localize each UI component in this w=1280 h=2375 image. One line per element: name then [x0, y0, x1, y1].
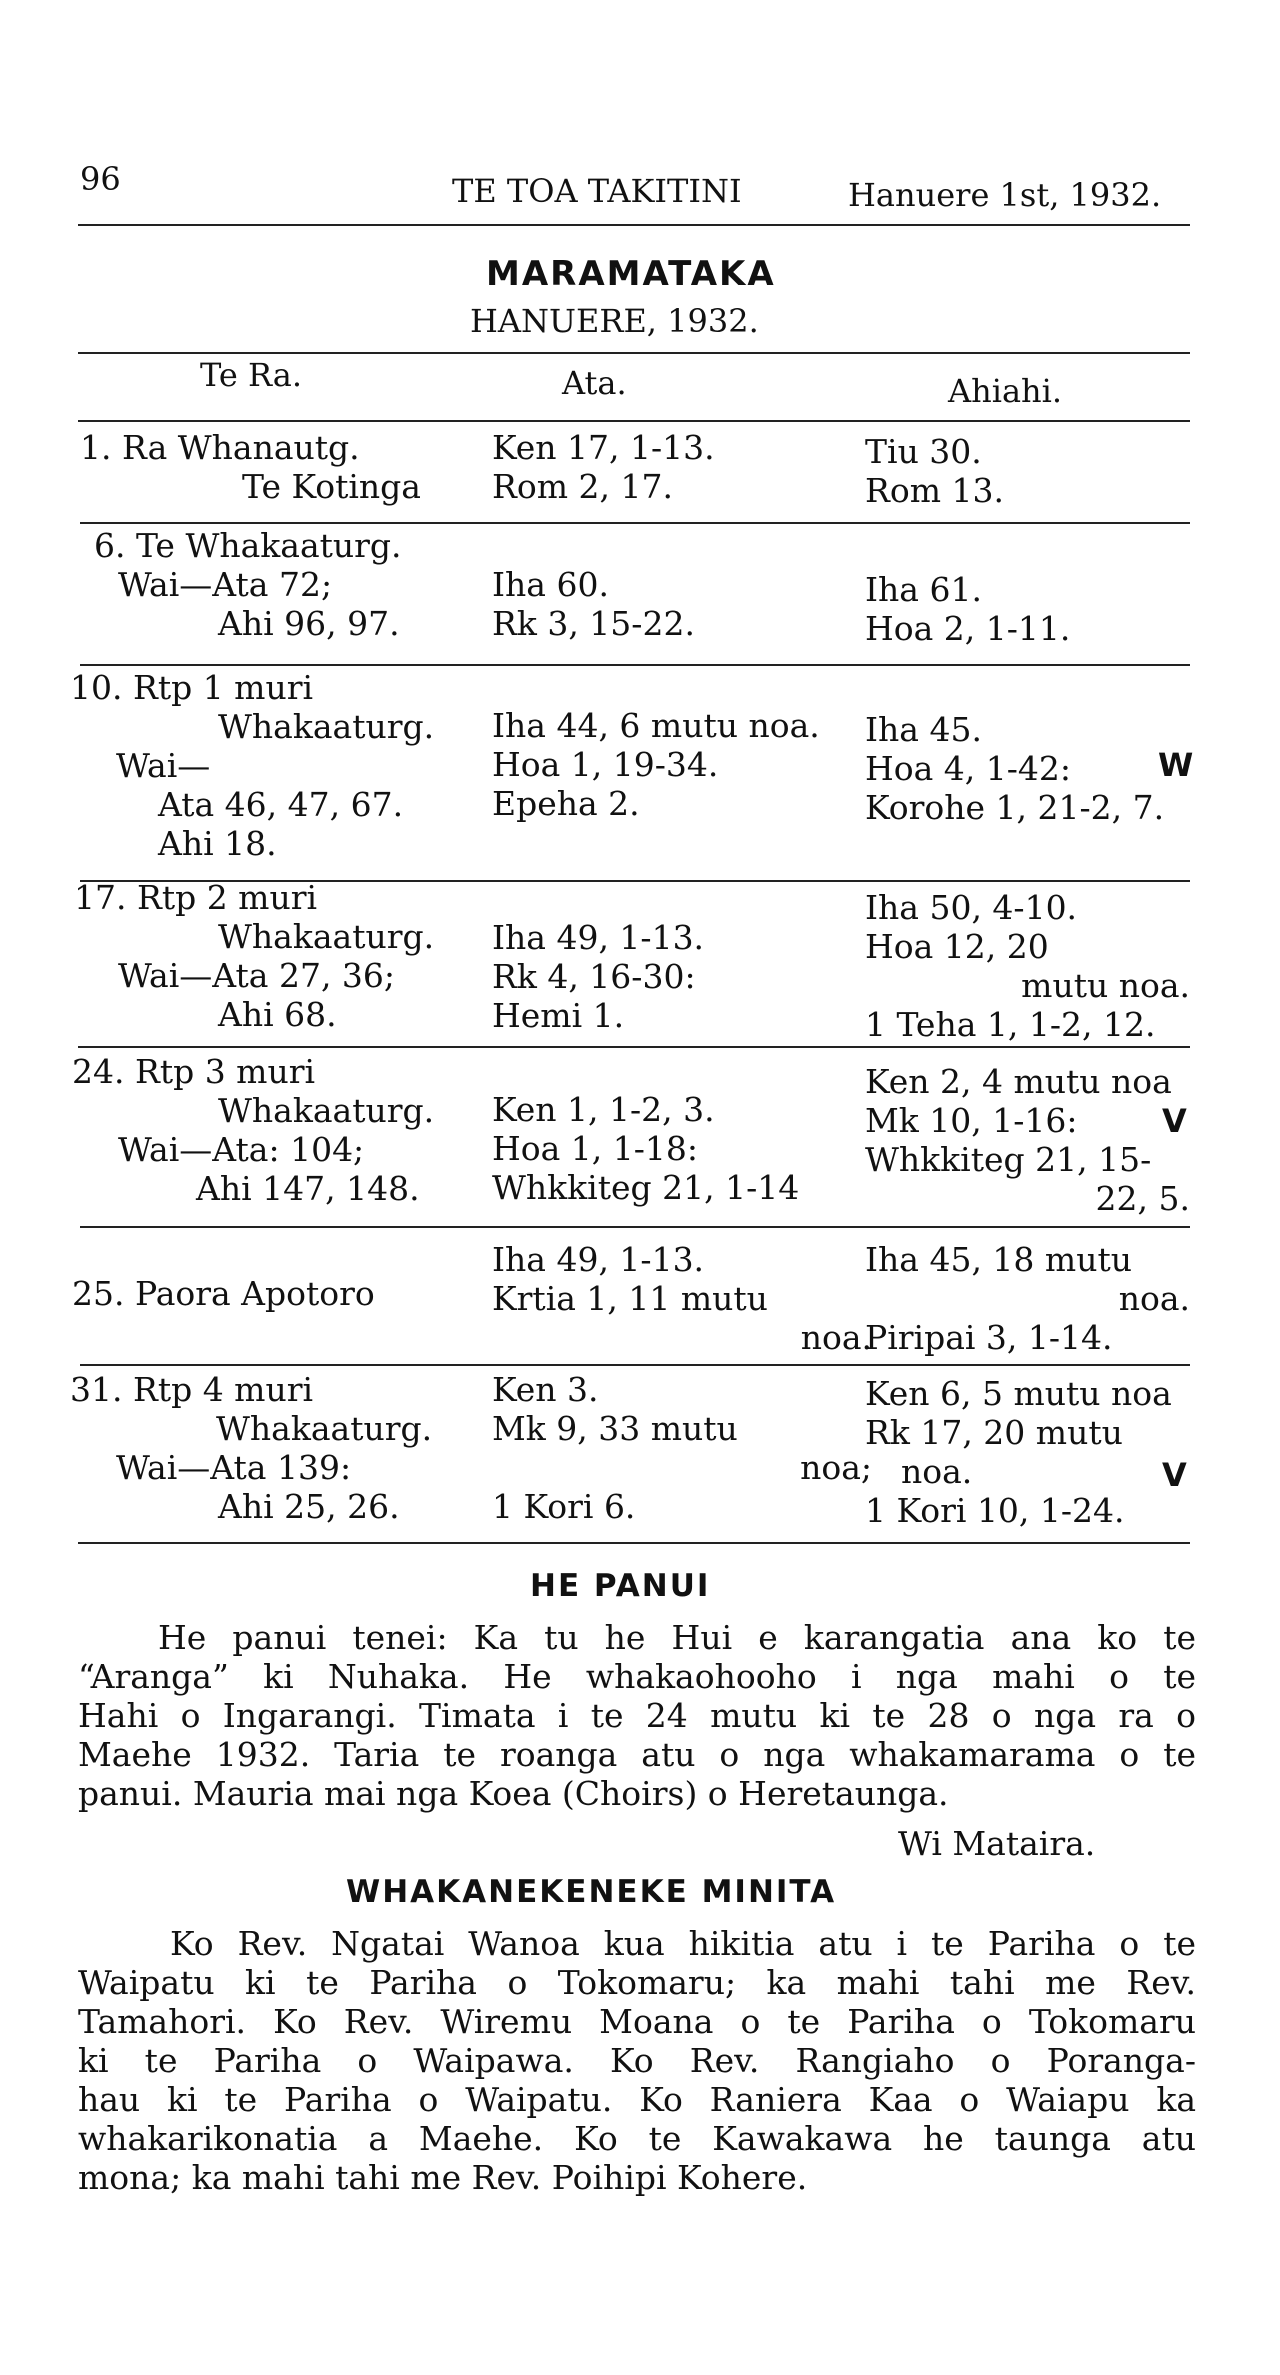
ahiahi-line: 1 Teha 1, 1-2, 12.: [865, 1005, 1156, 1044]
ata-cell: [492, 918, 912, 1035]
ata-line: Hoa 1, 19-34.: [492, 745, 719, 784]
panui-line: Maehe 1932. Taria te roanga atu o nga whakamarama o te: [78, 1735, 1196, 1774]
day-line: 17. Rtp 2 muri: [74, 878, 318, 917]
column-heading-ata: Ata.: [562, 364, 627, 402]
panui-line: “Aranga” ki Nuhaka. He whakaohooho i nga mahi o te: [78, 1657, 1196, 1696]
day-line: 6. Te Whakaaturg.: [94, 526, 402, 565]
table-row: [72, 1052, 1190, 1222]
day-line: Whakaaturg.: [218, 1091, 435, 1130]
panui-heading: HE PANUI: [530, 1568, 711, 1604]
ata-line: Rk 3, 15-22.: [492, 604, 695, 643]
issue-date: Hanuere 1st, 1932.: [848, 176, 1162, 214]
table-row: [72, 1232, 1190, 1362]
ata-line: Hemi 1.: [492, 996, 625, 1035]
day-cell: [80, 428, 480, 506]
ahiahi-line: noa.: [1118, 1279, 1190, 1318]
ahiahi-line: Rom 13.: [865, 471, 1004, 510]
ahiahi-line: 22, 5.: [1095, 1179, 1190, 1218]
ata-cell: [492, 565, 912, 643]
ata-line: Rk 4, 16-30:: [492, 957, 696, 996]
ahiahi-cell: [865, 432, 1185, 510]
day-line: Ahi 96, 97.: [218, 604, 400, 643]
page-number: 96: [80, 160, 121, 198]
whakanekeneke-line: Tamahori. Ko Rev. Wiremu Moana o te Pariha o Tokomaru: [78, 2002, 1196, 2041]
ahiahi-line: Iha 50, 4-10.: [865, 888, 1078, 927]
whakanekeneke-line: hau ki te Pariha o Waipatu. Ko Raniera Kaa o Waiapu ka: [78, 2080, 1196, 2119]
table-bottom-rule: [78, 1542, 1190, 1544]
ata-line: Iha 49, 1-13.: [492, 1240, 705, 1279]
ata-line: noa;: [800, 1448, 872, 1487]
panui-line: Hahi o Ingarangi. Timata i te 24 mutu ki te 28 o nga ra o: [78, 1696, 1196, 1735]
ahiahi-line: Ken 2, 4 mutu noa: [865, 1062, 1172, 1101]
panui-line: panui. Mauria mai nga Koea (Choirs) o Heretaunga.: [78, 1774, 949, 1813]
whakanekeneke-line: Ko Rev. Ngatai Wanoa kua hikitia atu i te Pariha o te: [170, 1924, 1196, 1963]
ata-line: noa.: [800, 1318, 872, 1357]
margin-mark: W: [1158, 746, 1194, 784]
whakanekeneke-line: whakarikonatia a Maehe. Ko te Kawakawa he taunga atu: [78, 2119, 1196, 2158]
day-line: Whakaaturg.: [218, 707, 435, 746]
day-line: Ata 46, 47, 67.: [158, 785, 404, 824]
ata-line: Whkkiteg 21, 1-14: [492, 1168, 800, 1207]
row-rule: [80, 1364, 1190, 1366]
whakanekeneke-line: mona; ka mahi tahi me Rev. Poihipi Kohere.: [78, 2158, 808, 2197]
table-top-rule: [78, 352, 1190, 354]
day-line: 24. Rtp 3 muri: [72, 1052, 316, 1091]
ata-line: Iha 60.: [492, 565, 609, 604]
calendar-title: MARAMATAKA: [486, 254, 776, 294]
ata-cell: [492, 1240, 872, 1357]
ata-line: 1 Kori 6.: [492, 1487, 636, 1526]
whakanekeneke-paragraph: [78, 1924, 1196, 2197]
ahiahi-line: noa.: [901, 1452, 973, 1491]
ata-cell: [492, 1370, 872, 1526]
day-line: Ahi 25, 26.: [218, 1487, 400, 1526]
ahiahi-line: Hoa 2, 1-11.: [865, 609, 1071, 648]
calendar-subtitle: HANUERE, 1932.: [470, 302, 759, 340]
row-rule: [80, 664, 1190, 666]
panui-line: He panui tenei: Ka tu he Hui e karangatia ana ko te: [158, 1618, 1196, 1657]
table-row: [74, 878, 1190, 1044]
ahiahi-cell: [865, 570, 1185, 648]
day-line: Wai—Ata 139:: [116, 1448, 352, 1487]
ata-line: Epeha 2.: [492, 784, 640, 823]
column-heading-te-ra: Te Ra.: [200, 356, 303, 394]
day-cell: [70, 668, 480, 863]
ata-line: Krtia 1, 11 mutu: [492, 1279, 768, 1318]
ahiahi-line: 1 Kori 10, 1-24.: [865, 1491, 1125, 1530]
ahiahi-line: Rk 17, 20 mutu: [865, 1413, 1123, 1452]
ahiahi-line: Ken 6, 5 mutu noa: [865, 1374, 1172, 1413]
ahiahi-line: Mk 10, 1-16:: [865, 1101, 1078, 1140]
panui-signature: Wi Mataira.: [898, 1824, 1096, 1863]
ahiahi-line: Iha 61.: [865, 570, 982, 609]
margin-mark: V: [1162, 1102, 1187, 1140]
ata-line: Hoa 1, 1-18:: [492, 1129, 699, 1168]
row-rule: [78, 1046, 1190, 1048]
day-cell: [72, 1052, 482, 1208]
day-line: Wai—: [116, 746, 211, 785]
day-line: Ahi 147, 148.: [196, 1169, 420, 1208]
ahiahi-cell: [865, 1240, 1190, 1357]
header-rule: [78, 224, 1190, 226]
day-cell: [72, 1274, 482, 1313]
day-line: 25. Paora Apotoro: [72, 1274, 375, 1313]
whakanekeneke-heading: WHAKANEKENEKE MINITA: [346, 1874, 837, 1910]
ahiahi-line: Iha 45.: [865, 710, 982, 749]
day-line: Whakaaturg.: [218, 917, 435, 956]
ata-line: Rom 2, 17.: [492, 467, 673, 506]
row-rule: [80, 522, 1190, 524]
ata-line: Ken 17, 1-13.: [492, 428, 715, 467]
ata-line: Ken 3.: [492, 1370, 599, 1409]
ahiahi-line: Hoa 4, 1-42:: [865, 749, 1072, 788]
table-row: [70, 1370, 1190, 1540]
day-line: Te Kotinga: [242, 467, 421, 506]
column-heading-ahiahi: Ahiahi.: [948, 372, 1063, 410]
ahiahi-line: Korohe 1, 21-2, 7.: [865, 788, 1165, 827]
day-line: Ahi 68.: [218, 995, 337, 1034]
day-cell: [74, 878, 484, 1034]
whakanekeneke-line: ki te Pariha o Waipawa. Ko Rev. Rangiaho o Poranga-: [78, 2041, 1196, 2080]
ahiahi-line: Hoa 12, 20: [865, 927, 1049, 966]
ahiahi-line: Whkkiteg 21, 15-: [865, 1140, 1152, 1179]
whakanekeneke-line: Waipatu ki te Pariha o Tokomaru; ka mahi tahi me Rev.: [78, 1963, 1196, 2002]
ahiahi-cell: [865, 888, 1190, 1044]
ata-line: Iha 49, 1-13.: [492, 918, 705, 957]
ata-cell: [492, 1090, 912, 1207]
panui-paragraph: [78, 1618, 1196, 1813]
day-line: 1. Ra Whanautg.: [80, 428, 360, 467]
ahiahi-line: mutu noa.: [1021, 966, 1190, 1005]
day-line: Ahi 18.: [158, 824, 277, 863]
ata-cell: [492, 706, 912, 823]
ahiahi-line: Tiu 30.: [865, 432, 982, 471]
day-line: 10. Rtp 1 muri: [70, 668, 314, 707]
table-row: [80, 428, 1190, 508]
column-heading-rule: [78, 420, 1190, 422]
ata-line: Mk 9, 33 mutu: [492, 1409, 738, 1448]
ata-line: Iha 44, 6 mutu noa.: [492, 706, 820, 745]
day-line: Wai—Ata 72;: [118, 565, 333, 604]
journal-title: TE TOA TAKITINI: [452, 172, 742, 210]
ata-line: Ken 1, 1-2, 3.: [492, 1090, 715, 1129]
ahiahi-cell: [865, 710, 1190, 827]
ahiahi-cell: [865, 1374, 1190, 1530]
day-line: Wai—Ata 27, 36;: [118, 956, 396, 995]
ahiahi-cell: [865, 1062, 1190, 1218]
day-line: 31. Rtp 4 muri: [70, 1370, 314, 1409]
day-line: Wai—Ata: 104;: [118, 1130, 365, 1169]
ata-cell: [492, 428, 912, 506]
day-line: Whakaaturg.: [216, 1409, 433, 1448]
table-row: [80, 526, 1190, 646]
day-cell: [70, 1370, 480, 1526]
ahiahi-line: Iha 45, 18 mutu: [865, 1240, 1132, 1279]
table-row: [70, 668, 1190, 868]
ahiahi-line: Piripai 3, 1-14.: [865, 1318, 1113, 1357]
row-rule: [80, 1226, 1190, 1228]
margin-mark: V: [1162, 1456, 1187, 1494]
day-cell: [80, 526, 480, 643]
